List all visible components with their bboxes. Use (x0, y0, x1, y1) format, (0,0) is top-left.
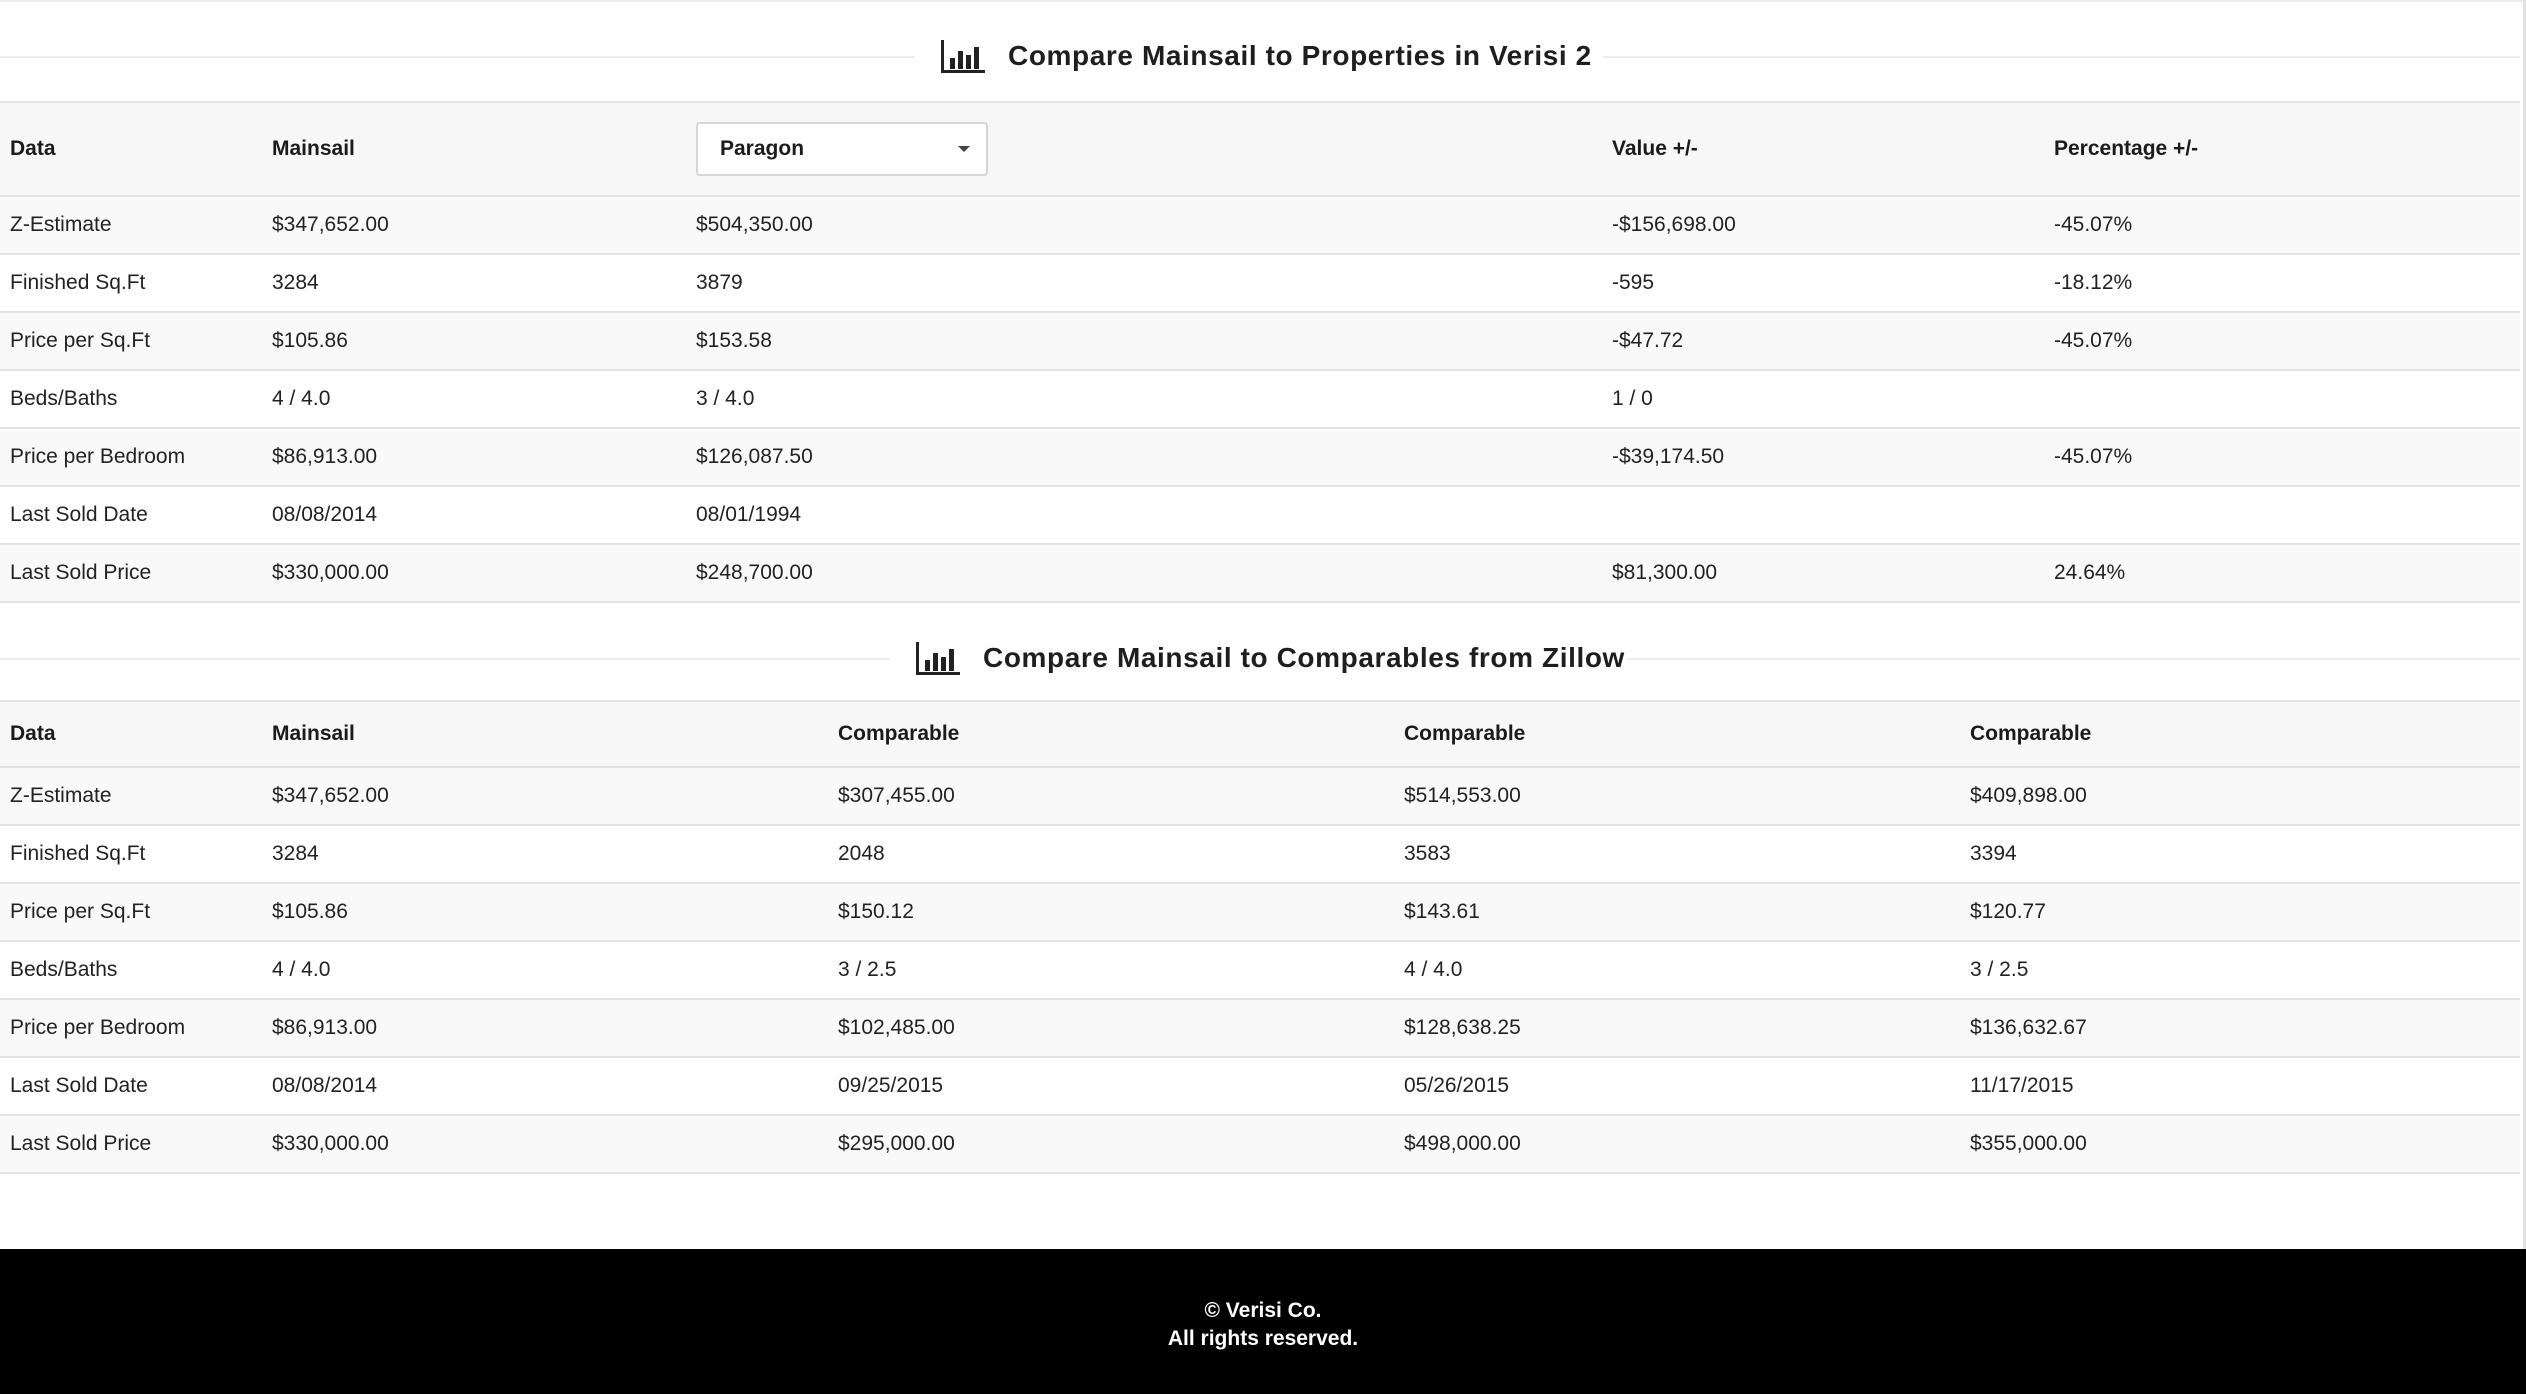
footer (0, 1249, 2526, 1394)
row-label: Beds/Baths (0, 941, 262, 999)
table-row (0, 370, 2520, 428)
header-value-diff: Value +/- (1602, 102, 2044, 196)
value-diff (1602, 486, 2044, 544)
section-header-verisi (0, 36, 2520, 76)
table-row (0, 767, 2520, 825)
header-comparable-1: Comparable (828, 701, 1394, 767)
percent-diff (2044, 486, 2520, 544)
verisi-comparison-table (0, 101, 2520, 603)
row-label: Finished Sq.Ft (0, 254, 262, 312)
comparable-1-value: $307,455.00 (828, 767, 1394, 825)
header-comparable-3: Comparable (1960, 701, 2520, 767)
comparable-1-value: $150.12 (828, 883, 1394, 941)
percent-diff: 24.64% (2044, 544, 2520, 602)
header-percent-diff: Percentage +/- (2044, 102, 2520, 196)
selected-property-value: $504,350.00 (686, 196, 1602, 254)
comparable-2-value: $498,000.00 (1394, 1115, 1960, 1173)
row-label: Beds/Baths (0, 370, 262, 428)
percent-diff: -45.07% (2044, 312, 2520, 370)
section-title-wrap (915, 638, 1625, 678)
row-label: Price per Bedroom (0, 428, 262, 486)
selected-property-value: $153.58 (686, 312, 1602, 370)
mainsail-value: 3284 (262, 254, 686, 312)
row-label: Last Sold Price (0, 544, 262, 602)
header-data: Data (0, 102, 262, 196)
value-diff: -$39,174.50 (1602, 428, 2044, 486)
comparable-3-value: 3 / 2.5 (1960, 941, 2520, 999)
selected-property-value: $248,700.00 (686, 544, 1602, 602)
mainsail-value: 4 / 4.0 (262, 941, 828, 999)
comparable-2-value: $514,553.00 (1394, 767, 1960, 825)
property-select-value: Paragon (720, 137, 805, 160)
mainsail-value: $347,652.00 (262, 196, 686, 254)
header-rule-left (0, 658, 890, 660)
selected-property-value: 3 / 4.0 (686, 370, 1602, 428)
row-label: Price per Sq.Ft (0, 883, 262, 941)
percent-diff: -18.12% (2044, 254, 2520, 312)
mainsail-value: 08/08/2014 (262, 486, 686, 544)
mainsail-value: 3284 (262, 825, 828, 883)
row-label: Finished Sq.Ft (0, 825, 262, 883)
top-divider (0, 0, 2523, 2)
comparable-2-value: $128,638.25 (1394, 999, 1960, 1057)
table-row (0, 1115, 2520, 1173)
header-rule-right (1603, 56, 2520, 58)
section-title: Compare Mainsail to Properties in Verisi 2 (1008, 40, 1592, 71)
table-row (0, 428, 2520, 486)
percent-diff (2044, 370, 2520, 428)
table-row (0, 883, 2520, 941)
value-diff: -$156,698.00 (1602, 196, 2044, 254)
table-row (0, 254, 2520, 312)
comparable-1-value: $295,000.00 (828, 1115, 1394, 1173)
property-select-cell (686, 102, 1602, 196)
section-title: Compare Mainsail to Comparables from Zillow (983, 642, 1625, 673)
table-row (0, 544, 2520, 602)
row-label: Last Sold Date (0, 486, 262, 544)
comparable-1-value: 3 / 2.5 (828, 941, 1394, 999)
comparable-3-value: $136,632.67 (1960, 999, 2520, 1057)
mainsail-value: $105.86 (262, 883, 828, 941)
row-label: Last Sold Date (0, 1057, 262, 1115)
footer-rights: All rights reserved. (1167, 1327, 1359, 1350)
table-row (0, 825, 2520, 883)
percent-diff: -45.07% (2044, 428, 2520, 486)
row-label: Price per Sq.Ft (0, 312, 262, 370)
header-rule-right (1627, 658, 2520, 660)
section-title-wrap (940, 36, 1592, 76)
footer-copyright: © Verisi Co. (1204, 1299, 1322, 1322)
comparable-3-value: 11/17/2015 (1960, 1057, 2520, 1115)
value-diff: 1 / 0 (1602, 370, 2044, 428)
comparable-2-value: 3583 (1394, 825, 1960, 883)
header-data: Data (0, 701, 262, 767)
selected-property-value: $126,087.50 (686, 428, 1602, 486)
table-header-row (0, 102, 2520, 196)
table-header-row (0, 701, 2520, 767)
table-row (0, 941, 2520, 999)
caret-down-icon (958, 146, 970, 152)
header-comparable-2: Comparable (1394, 701, 1960, 767)
row-label: Z-Estimate (0, 196, 262, 254)
comparable-2-value: $143.61 (1394, 883, 1960, 941)
value-diff: -$47.72 (1602, 312, 2044, 370)
mainsail-value: $86,913.00 (262, 428, 686, 486)
header-rule-left (0, 56, 915, 58)
header-mainsail: Mainsail (262, 701, 828, 767)
comparable-1-value: $102,485.00 (828, 999, 1394, 1057)
selected-property-value: 3879 (686, 254, 1602, 312)
comparable-1-value: 09/25/2015 (828, 1057, 1394, 1115)
comparable-2-value: 05/26/2015 (1394, 1057, 1960, 1115)
comparable-3-value: 3394 (1960, 825, 2520, 883)
row-label: Last Sold Price (0, 1115, 262, 1173)
header-mainsail: Mainsail (262, 102, 686, 196)
mainsail-value: $347,652.00 (262, 767, 828, 825)
selected-property-value: 08/01/1994 (686, 486, 1602, 544)
row-label: Price per Bedroom (0, 999, 262, 1057)
mainsail-value: $105.86 (262, 312, 686, 370)
comparable-3-value: $355,000.00 (1960, 1115, 2520, 1173)
table-row (0, 196, 2520, 254)
table-row (0, 1057, 2520, 1115)
section-header-zillow (0, 638, 2520, 678)
comparable-2-value: 4 / 4.0 (1394, 941, 1960, 999)
mainsail-value: $86,913.00 (262, 999, 828, 1057)
table-row (0, 999, 2520, 1057)
percent-diff: -45.07% (2044, 196, 2520, 254)
mainsail-value: $330,000.00 (262, 544, 686, 602)
comparable-3-value: $120.77 (1960, 883, 2520, 941)
bar-chart-icon (940, 38, 986, 74)
bar-chart-icon (915, 640, 961, 676)
table-row (0, 312, 2520, 370)
property-select[interactable] (696, 122, 988, 176)
value-diff: $81,300.00 (1602, 544, 2044, 602)
comparable-1-value: 2048 (828, 825, 1394, 883)
mainsail-value: 08/08/2014 (262, 1057, 828, 1115)
table-row (0, 486, 2520, 544)
value-diff: -595 (1602, 254, 2044, 312)
mainsail-value: $330,000.00 (262, 1115, 828, 1173)
zillow-comparison-table (0, 700, 2520, 1174)
mainsail-value: 4 / 4.0 (262, 370, 686, 428)
row-label: Z-Estimate (0, 767, 262, 825)
comparable-3-value: $409,898.00 (1960, 767, 2520, 825)
